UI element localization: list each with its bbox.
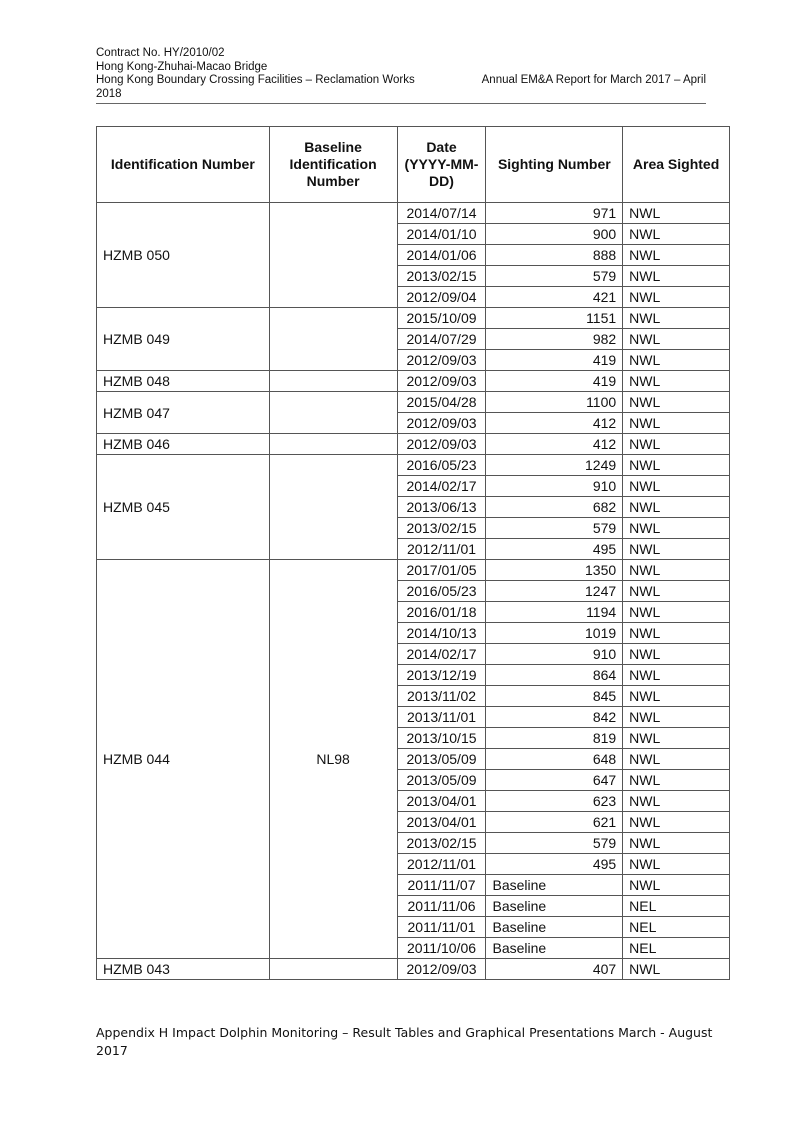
sighting-number-cell: Baseline	[486, 938, 623, 959]
sighting-number-cell: 412	[486, 434, 623, 455]
date-cell: 2011/11/07	[397, 875, 486, 896]
sighting-number-cell: 579	[486, 266, 623, 287]
area-sighted-cell: NWL	[623, 686, 730, 707]
area-sighted-cell: NWL	[623, 770, 730, 791]
sighting-number-cell: 1247	[486, 581, 623, 602]
area-sighted-cell: NWL	[623, 749, 730, 770]
date-cell: 2012/09/03	[397, 413, 486, 434]
sighting-number-cell: 910	[486, 476, 623, 497]
sighting-number-cell: 407	[486, 959, 623, 980]
baseline-id-cell	[269, 392, 397, 434]
sighting-number-cell: 842	[486, 707, 623, 728]
baseline-id-cell	[269, 371, 397, 392]
page-footer: Appendix H Impact Dolphin Monitoring – Result Tables and Graphical Presentations March - August 2017	[96, 1025, 713, 1058]
area-sighted-cell: NWL	[623, 476, 730, 497]
date-cell: 2014/01/06	[397, 245, 486, 266]
area-sighted-cell: NWL	[623, 560, 730, 581]
date-cell: 2014/02/17	[397, 476, 486, 497]
col-header-area-sighted: Area Sighted	[623, 127, 730, 203]
baseline-id-cell	[269, 959, 397, 980]
sighting-number-cell: 910	[486, 644, 623, 665]
date-cell: 2013/10/15	[397, 728, 486, 749]
col-header-identification-number: Identification Number	[97, 127, 270, 203]
table-row	[97, 308, 730, 329]
area-sighted-cell: NEL	[623, 938, 730, 959]
area-sighted-cell: NWL	[623, 959, 730, 980]
area-sighted-cell: NWL	[623, 371, 730, 392]
area-sighted-cell: NWL	[623, 791, 730, 812]
area-sighted-cell: NWL	[623, 833, 730, 854]
header-title-row	[96, 74, 706, 88]
date-cell: 2016/05/23	[397, 581, 486, 602]
date-cell: 2011/11/01	[397, 917, 486, 938]
sighting-number-cell: 412	[486, 413, 623, 434]
identification-number-cell: HZMB 046	[97, 434, 270, 455]
sighting-number-cell: 971	[486, 203, 623, 224]
date-cell: 2013/05/09	[397, 770, 486, 791]
area-sighted-cell: NWL	[623, 644, 730, 665]
area-sighted-cell: NWL	[623, 245, 730, 266]
sighting-number-cell: 888	[486, 245, 623, 266]
sighting-number-cell: 819	[486, 728, 623, 749]
date-cell: 2016/01/18	[397, 602, 486, 623]
date-cell: 2012/09/03	[397, 959, 486, 980]
date-cell: 2016/05/23	[397, 455, 486, 476]
sighting-number-cell: 419	[486, 371, 623, 392]
sighting-number-cell: 864	[486, 665, 623, 686]
identification-number-cell: HZMB 049	[97, 308, 270, 371]
baseline-id-cell	[269, 308, 397, 371]
header-project-name: Hong Kong-Zhuhai-Macao Bridge	[96, 60, 268, 73]
sighting-number-cell: 419	[486, 350, 623, 371]
date-cell: 2011/11/06	[397, 896, 486, 917]
header-report-title: Annual EM&A Report for March 2017 – April	[481, 74, 706, 86]
sighting-number-cell: Baseline	[486, 896, 623, 917]
date-cell: 2012/09/04	[397, 287, 486, 308]
date-cell: 2013/02/15	[397, 518, 486, 539]
date-cell: 2013/06/13	[397, 497, 486, 518]
table-row	[97, 371, 730, 392]
sighting-number-cell: 421	[486, 287, 623, 308]
header-works-title: Hong Kong Boundary Crossing Facilities – Reclamation Works	[96, 74, 415, 86]
sighting-number-cell: 682	[486, 497, 623, 518]
area-sighted-cell: NWL	[623, 350, 730, 371]
baseline-id-cell	[269, 455, 397, 560]
sighting-number-cell: 579	[486, 833, 623, 854]
area-sighted-cell: NWL	[623, 518, 730, 539]
sighting-number-cell: 495	[486, 539, 623, 560]
date-cell: 2012/11/01	[397, 539, 486, 560]
sighting-number-cell: 1350	[486, 560, 623, 581]
baseline-id-cell	[269, 434, 397, 455]
identification-number-cell: HZMB 044	[97, 560, 270, 959]
date-cell: 2014/07/14	[397, 203, 486, 224]
identification-number-cell: HZMB 043	[97, 959, 270, 980]
sighting-number-cell: Baseline	[486, 875, 623, 896]
date-cell: 2014/10/13	[397, 623, 486, 644]
sighting-number-cell: 495	[486, 854, 623, 875]
date-cell: 2014/02/17	[397, 644, 486, 665]
date-cell: 2013/02/15	[397, 266, 486, 287]
date-cell: 2015/04/28	[397, 392, 486, 413]
area-sighted-cell: NWL	[623, 812, 730, 833]
identification-number-cell: HZMB 048	[97, 371, 270, 392]
sighting-number-cell: 1019	[486, 623, 623, 644]
area-sighted-cell: NWL	[623, 266, 730, 287]
sighting-number-cell: 1249	[486, 455, 623, 476]
area-sighted-cell: NEL	[623, 896, 730, 917]
date-cell: 2015/10/09	[397, 308, 486, 329]
area-sighted-cell: NWL	[623, 203, 730, 224]
table-row	[97, 560, 730, 581]
area-sighted-cell: NWL	[623, 224, 730, 245]
page-header	[96, 47, 706, 101]
identification-number-cell: HZMB 045	[97, 455, 270, 560]
table-row	[97, 392, 730, 413]
area-sighted-cell: NWL	[623, 434, 730, 455]
col-header-sighting-number: Sighting Number	[486, 127, 623, 203]
table-row	[97, 434, 730, 455]
area-sighted-cell: NWL	[623, 287, 730, 308]
date-cell: 2014/07/29	[397, 329, 486, 350]
date-cell: 2013/12/19	[397, 665, 486, 686]
identification-number-cell: HZMB 047	[97, 392, 270, 434]
area-sighted-cell: NWL	[623, 413, 730, 434]
area-sighted-cell: NWL	[623, 602, 730, 623]
area-sighted-cell: NWL	[623, 854, 730, 875]
area-sighted-cell: NWL	[623, 728, 730, 749]
date-cell: 2013/05/09	[397, 749, 486, 770]
sighting-number-cell: 621	[486, 812, 623, 833]
sighting-number-cell: 982	[486, 329, 623, 350]
area-sighted-cell: NWL	[623, 497, 730, 518]
sighting-number-cell: 1194	[486, 602, 623, 623]
sighting-number-cell: 1100	[486, 392, 623, 413]
date-cell: 2011/10/06	[397, 938, 486, 959]
sighting-table	[96, 126, 730, 980]
date-cell: 2013/02/15	[397, 833, 486, 854]
area-sighted-cell: NWL	[623, 581, 730, 602]
baseline-id-cell: NL98	[269, 560, 397, 959]
sighting-number-cell: 900	[486, 224, 623, 245]
area-sighted-cell: NWL	[623, 539, 730, 560]
date-cell: 2014/01/10	[397, 224, 486, 245]
baseline-id-cell	[269, 203, 397, 308]
sighting-number-cell: 579	[486, 518, 623, 539]
header-contract-no: Contract No. HY/2010/02	[96, 47, 225, 59]
area-sighted-cell: NWL	[623, 392, 730, 413]
area-sighted-cell: NWL	[623, 875, 730, 896]
identification-number-cell: HZMB 050	[97, 203, 270, 308]
area-sighted-cell: NWL	[623, 329, 730, 350]
sighting-number-cell: 845	[486, 686, 623, 707]
table-row	[97, 959, 730, 980]
date-cell: 2012/09/03	[397, 371, 486, 392]
sighting-number-cell: 623	[486, 791, 623, 812]
header-report-year: 2018	[96, 87, 122, 100]
col-header-baseline-id: Baseline Identification Number	[269, 127, 397, 203]
date-cell: 2017/01/05	[397, 560, 486, 581]
area-sighted-cell: NEL	[623, 917, 730, 938]
area-sighted-cell: NWL	[623, 455, 730, 476]
table-row	[97, 203, 730, 224]
sighting-number-cell: Baseline	[486, 917, 623, 938]
date-cell: 2012/09/03	[397, 434, 486, 455]
area-sighted-cell: NWL	[623, 308, 730, 329]
table-body	[97, 203, 730, 980]
sighting-number-cell: 1151	[486, 308, 623, 329]
table-header-row	[97, 127, 730, 203]
date-cell: 2013/11/01	[397, 707, 486, 728]
table-row	[97, 455, 730, 476]
date-cell: 2012/11/01	[397, 854, 486, 875]
area-sighted-cell: NWL	[623, 623, 730, 644]
sighting-number-cell: 648	[486, 749, 623, 770]
area-sighted-cell: NWL	[623, 665, 730, 686]
date-cell: 2013/11/02	[397, 686, 486, 707]
area-sighted-cell: NWL	[623, 707, 730, 728]
date-cell: 2013/04/01	[397, 812, 486, 833]
date-cell: 2012/09/03	[397, 350, 486, 371]
sighting-number-cell: 647	[486, 770, 623, 791]
header-divider	[96, 103, 706, 104]
col-header-date: Date (YYYY-MM-DD)	[397, 127, 486, 203]
date-cell: 2013/04/01	[397, 791, 486, 812]
